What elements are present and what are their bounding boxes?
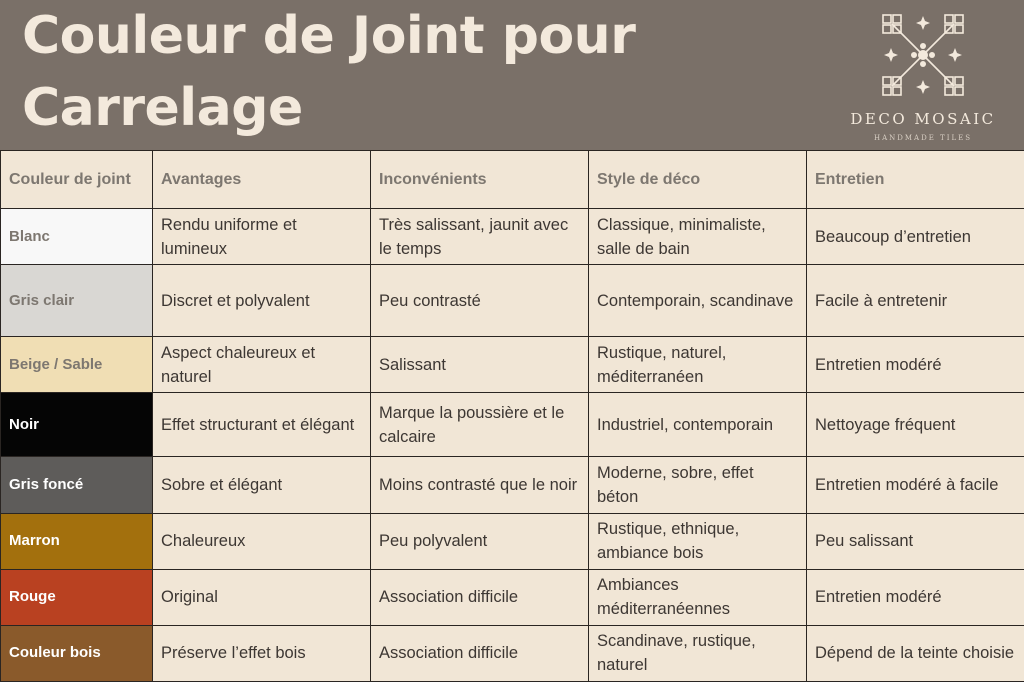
joint-color-cell: Gris clair [1, 265, 153, 337]
inconvenients-cell: Peu polyvalent [371, 513, 589, 569]
style-cell: Ambiances méditerranéennes [589, 569, 807, 625]
page-title: Couleur de Joint pour Carrelage [22, 6, 636, 138]
column-header: Style de déco [589, 151, 807, 209]
table-row [1, 569, 1024, 625]
table-row [1, 265, 1024, 337]
table-row [1, 513, 1024, 569]
entretien-cell: Dépend de la teinte choisie [807, 625, 1024, 681]
avantages-cell: Préserve l’effet bois [153, 625, 371, 681]
inconvenients-cell: Association difficile [371, 625, 589, 681]
style-cell: Rustique, naturel, méditerranéen [589, 337, 807, 393]
avantages-cell: Effet structurant et élégant [153, 393, 371, 457]
joint-color-cell: Beige / Sable [1, 337, 153, 393]
avantages-cell: Rendu uniforme et lumineux [153, 209, 371, 265]
joint-color-cell: Gris foncé [1, 457, 153, 513]
column-header: Avantages [153, 151, 371, 209]
mosaic-tile-icon [880, 12, 966, 98]
entretien-cell: Entretien modéré à facile [807, 457, 1024, 513]
joint-color-table [0, 150, 1024, 682]
entretien-cell: Beaucoup d’entretien [807, 209, 1024, 265]
joint-color-cell: Marron [1, 513, 153, 569]
joint-color-cell: Couleur bois [1, 625, 153, 681]
style-cell: Contemporain, scandinave [589, 265, 807, 337]
inconvenients-cell: Association difficile [371, 569, 589, 625]
column-header: Inconvénients [371, 151, 589, 209]
brand-name: DECO MOSAIC [850, 110, 996, 128]
style-cell: Classique, minimaliste, salle de bain [589, 209, 807, 265]
table-row [1, 393, 1024, 457]
column-header: Couleur de joint [1, 151, 153, 209]
avantages-cell: Original [153, 569, 371, 625]
avantages-cell: Chaleureux [153, 513, 371, 569]
inconvenients-cell: Très salissant, jaunit avec le temps [371, 209, 589, 265]
table-header-row [1, 151, 1024, 209]
avantages-cell: Sobre et élégant [153, 457, 371, 513]
inconvenients-cell: Marque la poussière et le calcaire [371, 393, 589, 457]
avantages-cell: Discret et polyvalent [153, 265, 371, 337]
entretien-cell: Facile à entretenir [807, 265, 1024, 337]
inconvenients-cell: Salissant [371, 337, 589, 393]
brand-tagline: HANDMADE TILES [873, 134, 973, 142]
entretien-cell: Peu salissant [807, 513, 1024, 569]
table-row [1, 337, 1024, 393]
inconvenients-cell: Peu contrasté [371, 265, 589, 337]
joint-color-cell: Noir [1, 393, 153, 457]
style-cell: Industriel, contemporain [589, 393, 807, 457]
avantages-cell: Aspect chaleureux et naturel [153, 337, 371, 393]
entretien-cell: Entretien modéré [807, 569, 1024, 625]
style-cell: Scandinave, rustique, naturel [589, 625, 807, 681]
inconvenients-cell: Moins contrasté que le noir [371, 457, 589, 513]
style-cell: Rustique, ethnique, ambiance bois [589, 513, 807, 569]
table-row [1, 457, 1024, 513]
entretien-cell: Entretien modéré [807, 337, 1024, 393]
joint-color-cell: Blanc [1, 209, 153, 265]
table-row [1, 209, 1024, 265]
header [0, 0, 1024, 150]
logo [838, 8, 1008, 148]
style-cell: Moderne, sobre, effet béton [589, 457, 807, 513]
table-row [1, 625, 1024, 681]
column-header: Entretien [807, 151, 1024, 209]
joint-color-cell: Rouge [1, 569, 153, 625]
entretien-cell: Nettoyage fréquent [807, 393, 1024, 457]
